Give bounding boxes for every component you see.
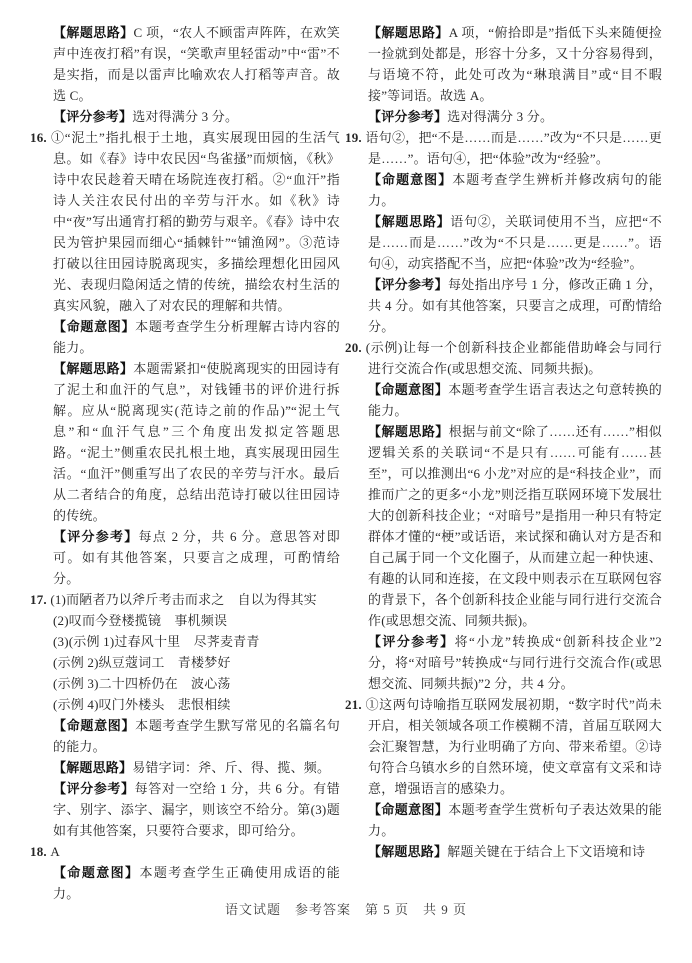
answer-paragraph	[368, 169, 662, 211]
answer-paragraph	[368, 106, 662, 127]
paragraph-text: 选对得满分 3 分。	[447, 109, 554, 124]
section-marker: 【评分参考】	[368, 277, 448, 292]
answer-paragraph	[53, 22, 340, 106]
section-marker: 【命题意图】	[368, 802, 449, 817]
paragraph-text: 将“小龙”转换成“创新科技企业”2 分，将“对暗号”转换成“与同行进行交流合作(或思想交流、同频共振)”2 分，共 4 分。	[368, 634, 662, 691]
paragraph-text: 本题考查学生辨析并修改病句的能力。	[368, 172, 662, 208]
answer-paragraph	[30, 589, 340, 610]
answer-paragraph	[368, 799, 662, 841]
paragraph-text: A	[50, 844, 60, 859]
answer-paragraph	[53, 862, 340, 904]
answer-paragraph	[368, 631, 662, 694]
paragraph-text: (示例)让每一个创新科技企业都能借助峰会与同行进行交流合作(或思想交流、同频共振)。	[365, 340, 662, 376]
answer-paragraph	[53, 652, 340, 673]
section-marker: 【命题意图】	[368, 382, 449, 397]
paragraph-text: 本题考查学生语言表达之句意转换的能力。	[368, 382, 663, 418]
paragraph-text: 本题考查学生默写常见的名篇名句的能力。	[53, 718, 340, 754]
section-marker: 【解题思路】	[368, 424, 449, 439]
paragraph-text: 本题考查学生正确使用成语的能力。	[53, 865, 340, 901]
section-marker: 【评分参考】	[53, 529, 139, 544]
section-marker: 【解题思路】	[53, 361, 134, 376]
answer-paragraph	[53, 778, 340, 841]
paragraph-text: A 项，“俯拾即是”指低下头来随便捡一捡就到处都是，形容十分多，又十分容易得到，与语境不符，此处可改为“琳琅满目”或“目不暇接”等词语。故选 A。	[368, 25, 662, 103]
section-marker: 【解题思路】	[368, 214, 451, 229]
paragraph-text: 语句②，把“不是……而是……”改为“不只是……更是……”。语句④，把“体验”改为“经验”。	[365, 130, 662, 166]
section-marker: 【解题思路】	[368, 844, 448, 859]
answer-paragraph	[368, 211, 662, 274]
paragraph-text: 每处指出序号 1 分，修改正确 1 分，共 4 分。如有其他答案，只要言之成理，可酌情给分。	[368, 277, 662, 334]
answer-paragraph	[53, 610, 340, 631]
section-marker: 【解题思路】	[368, 25, 449, 40]
answer-content	[30, 22, 662, 904]
answer-paragraph	[368, 274, 662, 337]
paragraph-text: 根据与前文“除了……还有……”相似逻辑关系的关联词“不是只有……可能有……甚至”，可以推测出“6 小龙”对应的是“科技企业”，而推而广之的更多“小龙”则泛指互联网环境下发展壮大的创新科技企业；“对暗号”是指用一种只有特定群体才懂的“梗”或话语，来试探和确认对方是否和自己属于同一个文化圈子，从而建立起一种快速、有趣的认同和连接，在文段中则表示在互联网包容的背景下，各个创新科技企业能与同行进行交流合作(或思想交流、同频共振)。	[368, 424, 662, 628]
paragraph-text: 本题考查学生分析理解古诗内容的能力。	[53, 319, 340, 355]
answer-paragraph	[368, 421, 662, 631]
answer-paragraph	[368, 22, 662, 106]
section-marker: 【评分参考】	[53, 109, 133, 124]
answer-paragraph	[53, 673, 340, 694]
section-marker: 【命题意图】	[53, 319, 136, 334]
section-marker: 【命题意图】	[53, 865, 140, 880]
section-marker: 【命题意图】	[53, 718, 136, 733]
answer-paragraph	[53, 316, 340, 358]
answer-paragraph	[345, 694, 662, 799]
question-number: 18.	[30, 844, 51, 859]
paragraph-text: 每点 2 分，共 6 分。意思答对即可。如有其他答案，只要言之成理，可酌情给分。	[53, 529, 340, 586]
paragraph-text: (示例 3)二十四桥仍在 波心荡	[53, 676, 231, 691]
paragraph-text: 易错字词：斧、斤、得、揽、频。	[132, 760, 331, 775]
paragraph-text: 解题关键在于结合上下文语境和诗	[447, 844, 646, 859]
answer-paragraph	[53, 757, 340, 778]
question-number: 19.	[345, 130, 366, 145]
answer-paragraph	[345, 127, 662, 169]
paragraph-text: (3)(示例 1)过春风十里 尽荠麦青青	[53, 634, 260, 649]
question-number: 17.	[30, 592, 51, 607]
paragraph-text: 选对得满分 3 分。	[132, 109, 239, 124]
answer-paragraph	[53, 715, 340, 757]
answer-paragraph	[368, 379, 662, 421]
section-marker: 【命题意图】	[368, 172, 453, 187]
answer-paragraph	[368, 841, 662, 862]
answer-paragraph	[53, 631, 340, 652]
paragraph-text: 本题需紧扣“使脱离现实的田园诗有了泥土和血汗的气息”，对钱锺书的评价进行拆解。应从“脱离现实(范诗之前的作品)”“泥土气息”和“血汗气息”三个角度出发拟定答题思路。“泥土”侧重农民扎根土地，真实展现田园生活。“血汗”侧重写出了农民的辛劳与汗水。最后从二者结合的角度，总结出范诗打破以往田园诗的传统。	[53, 361, 340, 523]
paragraph-text: (示例 2)纵豆蔻词工 青楼梦好	[53, 655, 231, 670]
section-marker: 【解题思路】	[53, 25, 134, 40]
section-marker: 【评分参考】	[368, 109, 448, 124]
answer-paragraph	[345, 337, 662, 379]
answer-paragraph	[53, 358, 340, 526]
paragraph-text: (示例 4)叹门外楼头 悲恨相续	[53, 697, 231, 712]
page-footer: 语文试题 参考答案 第 5 页 共 9 页	[224, 902, 467, 917]
answer-column-right	[345, 22, 662, 904]
section-marker: 【解题思路】	[53, 760, 133, 775]
section-marker: 【评分参考】	[368, 634, 455, 649]
paragraph-text: 每答对一空给 1 分，共 6 分。有错字、别字、添字、漏字，则该空不给分。第(3)题如有其他答案，只要符合要求，即可给分。	[53, 781, 340, 838]
answer-paragraph	[53, 526, 340, 589]
answer-paragraph	[30, 127, 340, 316]
answer-column-left	[30, 22, 340, 904]
question-number: 16.	[30, 130, 51, 145]
answer-paragraph	[53, 694, 340, 715]
answer-paragraph	[30, 841, 340, 862]
question-number: 20.	[345, 340, 366, 355]
paragraph-text: 语句②，关联词使用不当，应把“不是……而是……”改为“不只是……更是……”。语句④，动宾搭配不当，应把“体验”改为“经验”。	[368, 214, 662, 271]
question-number: 21.	[345, 697, 366, 712]
paragraph-text: ①“泥土”指扎根于土地，真实展现田园的生活气息。如《春》诗中农民因“鸟雀搔”而烦恼，《秋》诗中农民趁着天晴在场院连夜打稻。②“血汗”指诗人关注农民付出的辛劳与汗水。如《秋》诗中“夜”写出通宵打稻的勤劳与艰辛。《春》诗中农民为管护果园而细心“插棘针”“铺渔网”。③范诗打破以往田园诗脱离现实，多描绘理想化田园风光、表现归隐闲适之情的传统，描绘农村生活的真实风貌，融入了对农民的理解和共情。	[50, 130, 340, 313]
answer-paragraph	[53, 106, 340, 127]
paragraph-text: 本题考查学生赏析句子表达效果的能力。	[368, 802, 663, 838]
paragraph-text: (2)叹而今登楼揽镜 事机频误	[53, 613, 228, 628]
section-marker: 【评分参考】	[53, 781, 135, 796]
paragraph-text: (1)而陋者乃以斧斤考击而求之 自以为得其实	[50, 592, 317, 607]
paragraph-text: ①这两句诗喻指互联网发展初期，“数字时代”尚未开启，相关领域各项工作模糊不清，首届互联网大会汇聚智慧，为行业明确了方向、带来希望。②诗句符合乌镇水乡的自然环境，使文章富有文采和诗意，增强语言的感染力。	[365, 697, 662, 796]
paragraph-text: C 项，“农人不顾雷声阵阵，在欢笑声中连夜打稻”有误，“笑歌声里轻雷动”中“雷”不是实指，而是以雷声比喻欢农人打稻等声音。故选 C。	[53, 25, 340, 103]
